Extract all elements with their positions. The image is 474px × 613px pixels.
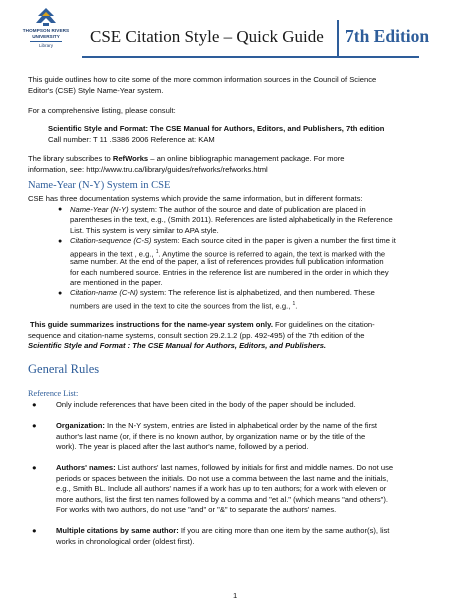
logo-line-3: Library [38,43,54,48]
rule-4-line-2: works in chronological order (oldest first). [56,536,195,546]
rule-3-line-3: e.g., Smith BL. Include all authors' names if a work has up to ten authors; for a work with eleven or [56,484,387,493]
rule-2-line-3: work). The year is placed after the last author's name, followed by a period. [56,442,309,451]
page-number: 1 [233,591,238,600]
logo-line-1: THOMPSON RIVERS [22,28,70,33]
bullet-icon: ● [58,289,63,297]
intro-line-2: Editor's (CSE) Style Name-Year system. [28,85,164,95]
b2-line-1: Citation-sequence (C-S) system: Each source cited in the paper is given a number the first time it [70,236,396,245]
rule-3-line-2: periods or spaces between the initials. Do not use a comma between the last name and the initials, [56,473,389,483]
summary-line-2: sequence and citation-name systems, consult section 29.2.1.2 (pp. 492-495) of the 7th edition of the [28,330,365,340]
b2-line-5: are mentioned in the paper. [70,278,163,287]
manual-title: Scientific Style and Format: The CSE Manual for Authors, Editors, and Publishers, 7th edition [48,124,385,133]
consult-text: For a comprehensive listing, please consult: [28,106,176,115]
tru-library-logo [20,6,72,56]
summary-line-3: Scientific Style and Format : The CSE Manual for Authors, Editors, and Publishers. [28,341,327,350]
b1-line-1: Name-Year (N-Y) system: The author of the source and date of publication are placed in [70,204,366,214]
refworks-text: The library subscribes to RefWorks – an online bibliographic management package. For more [28,154,345,163]
b1-line-2: parentheses in the text, e.g., (Smith 2011). References are listed alphabetically in the Reference [70,215,393,224]
refworks-link[interactable]: information, see: http://www.tru.ca/library/guides/refworks/refworks.html [28,164,268,174]
subheading-reference-list: Reference List: [28,389,79,398]
heading-general-rules: General Rules [28,362,100,376]
b3-line-1: Citation-name (C-N) system: The reference list is alphabetized, and then numbered. These [70,288,375,297]
bullet-icon: ● [32,526,37,535]
call-number: Call number: T 11 .S386 2006 Reference at: KAM [48,134,215,144]
b3-line-2: numbers are used in the text to cite the sources from the list, e.g., $^1$. [70,300,298,311]
b1-line-3: List. This system is very similar to APA style. [70,225,219,235]
b2-line-4: for each numbered source. Entries in the reference list are numbered in the order in which they [70,267,389,277]
header-rule [82,56,419,58]
bullet-icon: ● [32,400,37,409]
rule-3-line-1: Authors' names: List authors' last names, followed by initials for first and middle names. Do not use [56,463,394,472]
rule-1: Only include references that have been cited in the body of the paper should be included. [56,400,356,409]
rule-4-line-1: Multiple citations by same author: If you are citing more than one item by the same author(s), list [56,526,390,535]
page-title: CSE Citation Style – Quick Guide [90,27,324,46]
b2-line-3: same number. At the end of the paper, a list of references provides full publication information [70,257,384,266]
logo-line-2: UNIVERSITY [32,34,60,39]
bullet-icon: ● [32,421,37,430]
bullet-icon: ● [58,237,63,245]
b2-line-2: appears in the text , e.g., $^1$. Anytime the source is referred to again, the text is marked with the [70,248,386,259]
bullet-icon: ● [32,463,37,472]
rule-2-line-2: author's last name (or, if there is no known author, by organization name or by the title of the [56,431,366,441]
edition-label: 7th Edition [345,26,430,46]
intro-line-1: This guide outlines how to cite some of the more common information sources in the Council of Science [28,75,377,84]
summary-line-1: This guide summarizes instructions for the name-year system only. For guidelines on the citation- [30,320,375,329]
refworks-name: RefWorks [112,154,149,163]
rule-2-line-1: Organization: In the N-Y system, entries are listed in alphabetical order by the name of the first [56,421,378,430]
bullet-icon: ● [58,206,63,213]
systems-lead: CSE has three documentation systems which provide the same information, but in different formats: [28,194,363,203]
rule-3-line-5: For works with two authors, do not use "and" or "&" to separate the authors' names. [56,505,337,514]
title-divider [337,20,339,56]
heading-name-year: Name-Year (N-Y) System in CSE [28,180,171,191]
rule-3-line-4: more authors, list the first ten names followed by a comma and "et al." (which means "and others"). [56,494,388,504]
